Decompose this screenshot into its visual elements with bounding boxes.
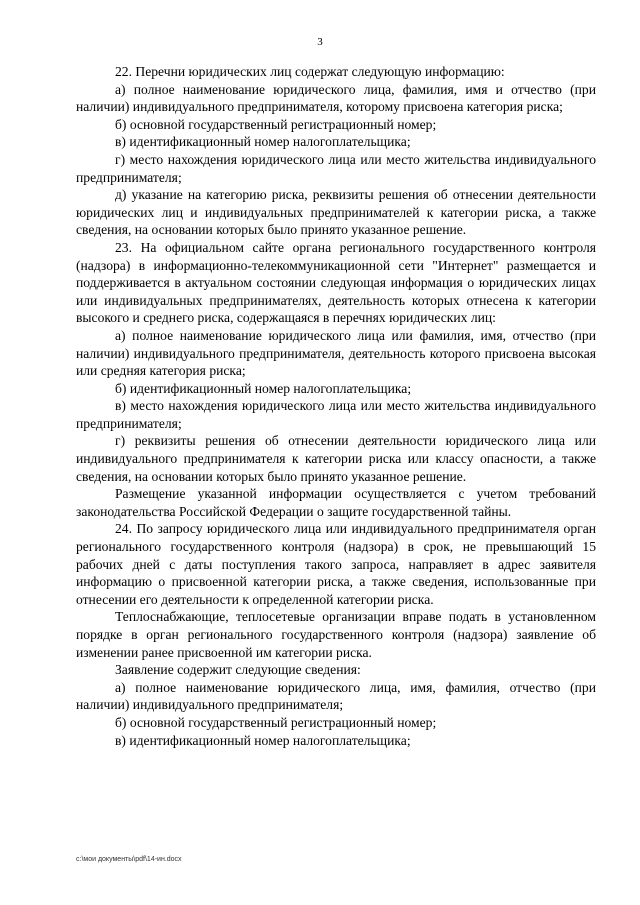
paragraph: а) полное наименование юридического лица или фамилия, имя, отчество (при наличии) индивидуального предпринимателя, деятельность которого присвоена высокая или средняя категория риска;: [76, 327, 596, 379]
document-body: [76, 63, 596, 749]
footer-file-path: c:\мои документы\pdf\14-ин.docx: [76, 856, 182, 863]
paragraph: Теплоснабжающие, теплосетевые организации вправе подать в установленном порядке в орган регионального государственного контроля (надзора) заявление об изменении ранее присвоенной им категории риска.: [76, 609, 596, 660]
paragraph: а) полное наименование юридического лица, имя, фамилия, отчество (при наличии) индивидуального предпринимателя;: [76, 679, 596, 713]
paragraph: 24. По запросу юридического лица или индивидуального предпринимателя орган регионального государственного контроля (надзора) в срок, не превышающий 15 рабочих дней с даты поступления такого запроса, направляет в адрес заявителя информацию о присвоенной категории риска, а также сведения, использованные при отнесении его деятельности к определенной категории риска.: [76, 521, 596, 607]
paragraph: в) идентификационный номер налогоплательщика;: [115, 732, 411, 748]
paragraph: а) полное наименование юридического лица, фамилия, имя и отчество (при наличии) индивидуального предпринимателя, которому присвоена категория риска;: [76, 81, 596, 115]
paragraph: г) реквизиты решения об отнесении деятельности юридического лица или индивидуального предпринимателя к категории риска или классу опасности, а также сведения, на основании которых было принято указанное решение.: [76, 433, 596, 484]
paragraph: 22. Перечни юридических лиц содержат следующую информацию:: [115, 64, 505, 79]
paragraph: в) место нахождения юридического лица или место жительства индивидуального предпринимателя;: [76, 398, 596, 431]
paragraph: б) основной государственный регистрационный номер;: [115, 116, 437, 132]
paragraph: б) идентификационный номер налогоплательщика;: [115, 380, 412, 396]
paragraph: д) указание на категорию риска, реквизиты решения об отнесении деятельности юридических лиц и индивидуальных предпринимателей к категории риска, а также сведения, на основании которых было принято указанное решение.: [76, 187, 596, 238]
paragraph: Размещение указанной информации осуществляется с учетом требований законодательства Российской Федерации о защите государственной тайны.: [76, 486, 596, 519]
paragraph: г) место нахождения юридического лица или место жительства индивидуального предпринимателя;: [76, 151, 596, 185]
paragraph: Заявление содержит следующие сведения:: [115, 662, 361, 678]
page-number: 3: [317, 36, 323, 48]
paragraph: в) идентификационный номер налогоплательщика;: [115, 134, 411, 150]
paragraph: 23. На официальном сайте органа регионального государственного контроля (надзора) в информационно-телекоммуникационной сети "Интернет" размещается и поддерживается в актуальном состоянии следующая информация о юридических лицах или индивидуальных предпринимателях, деятельность которых отнесена к категории высокого и среднего риска, содержащаяся в перечнях юридических лиц:: [76, 239, 596, 326]
paragraph: б) основной государственный регистрационный номер;: [115, 714, 437, 730]
